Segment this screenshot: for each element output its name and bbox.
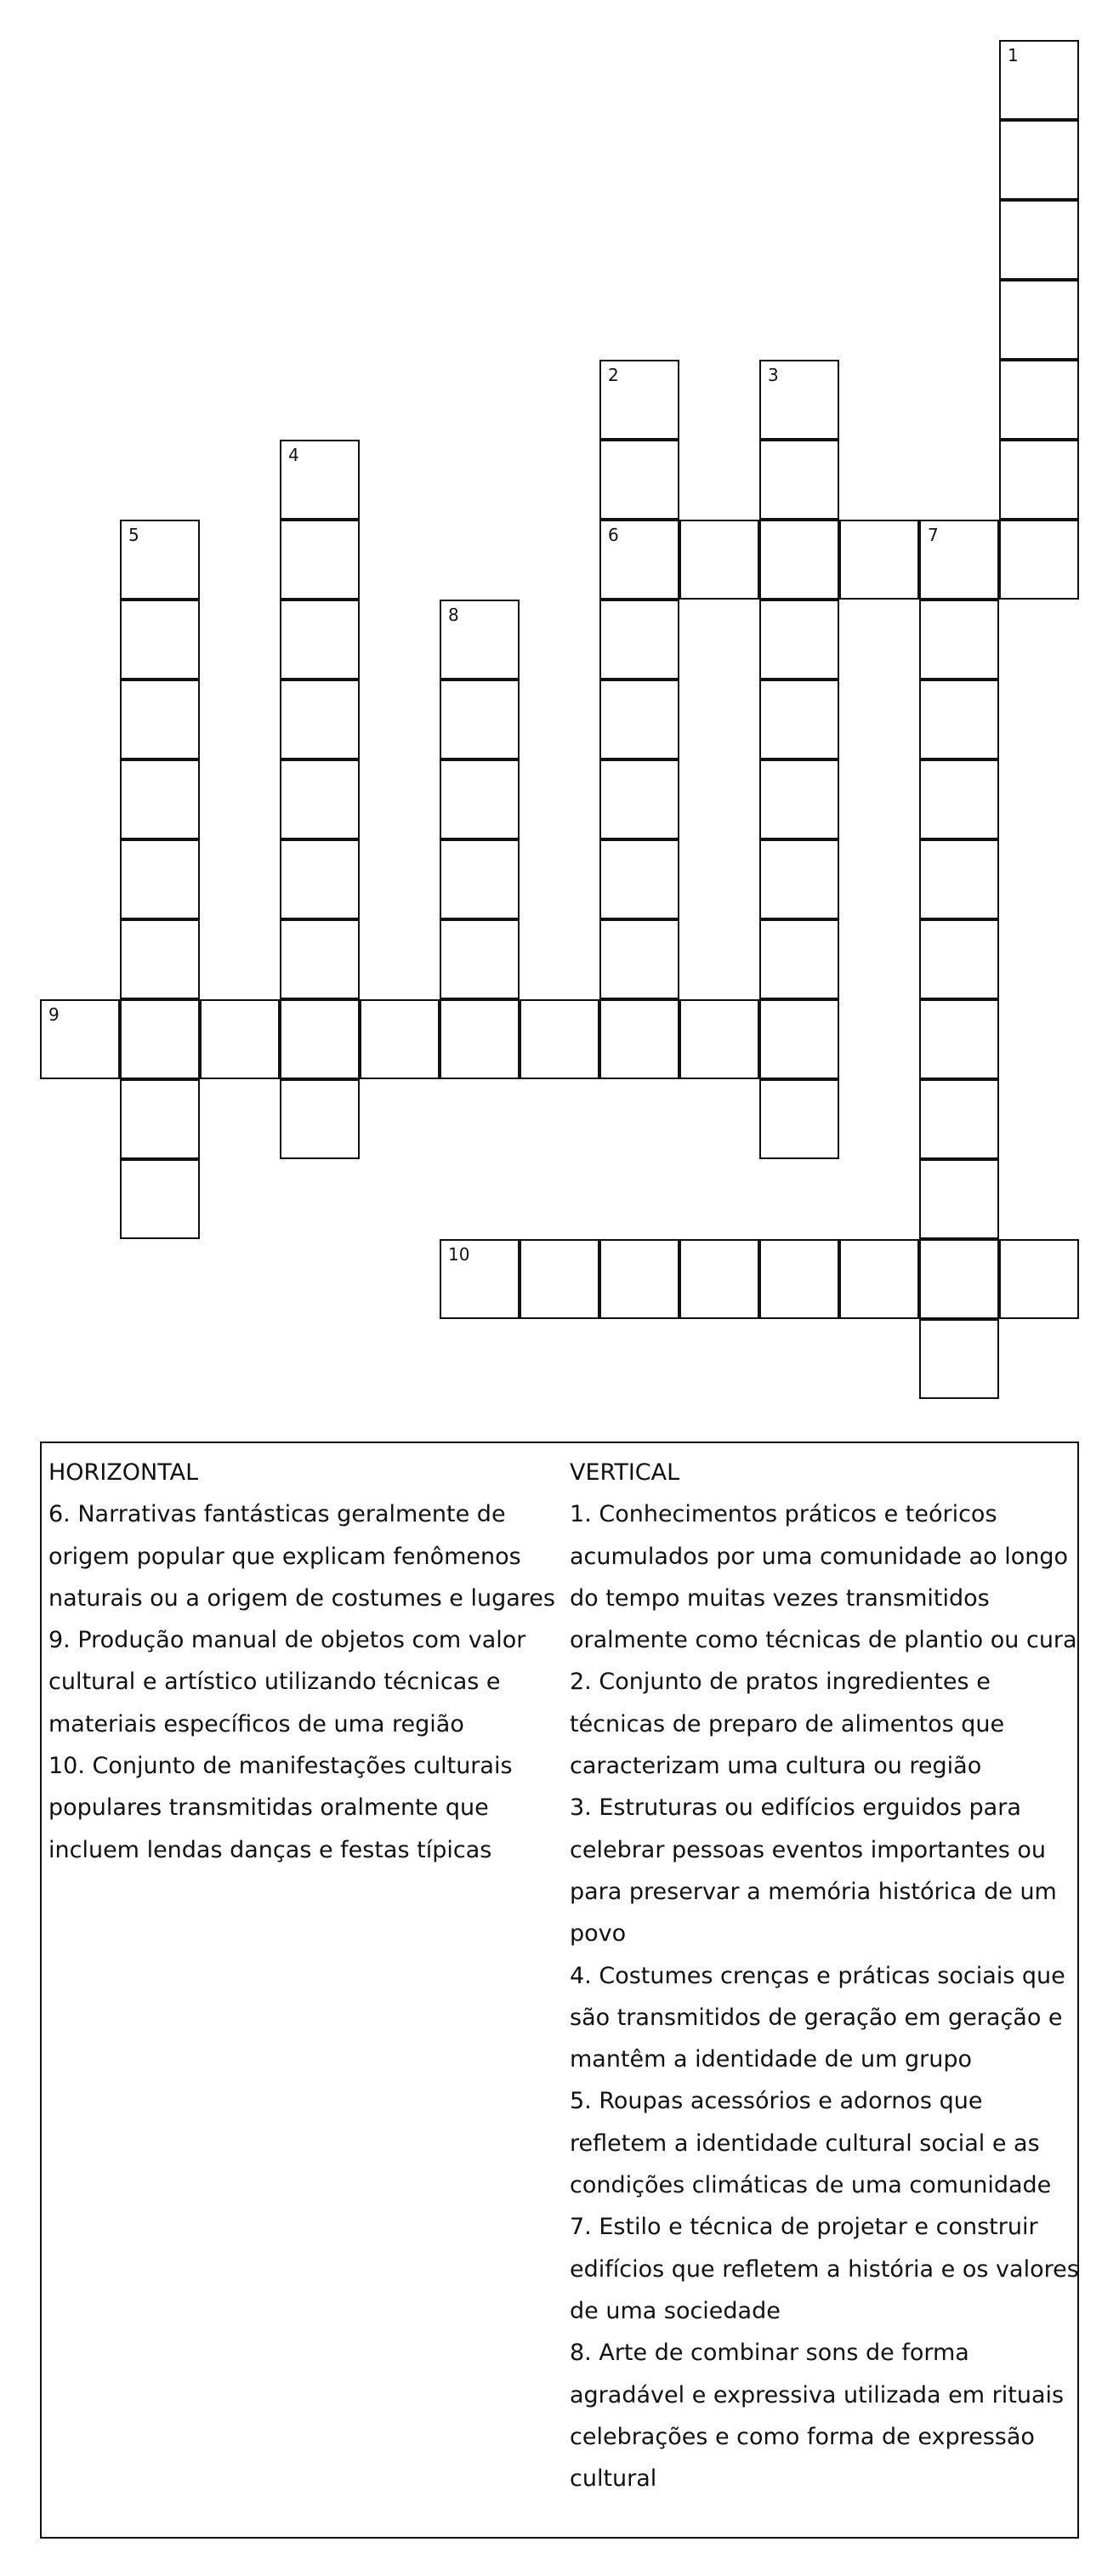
clue-number: 7 xyxy=(928,525,939,545)
grid-cell[interactable] xyxy=(599,440,679,520)
grid-cell[interactable] xyxy=(40,999,120,1079)
grid-cell[interactable] xyxy=(679,1239,759,1319)
clue-number: 1 xyxy=(1008,45,1019,65)
grid-cell[interactable] xyxy=(440,1239,520,1319)
grid-cell[interactable] xyxy=(919,1159,999,1239)
clue-horizontal-10: 10. Conjunto de manifestações culturais populares transmitidas oralmente que incluem lendas danças e festas típicas xyxy=(48,1753,513,1863)
grid-cell[interactable] xyxy=(280,440,360,520)
grid-cell[interactable] xyxy=(919,839,999,919)
clues-box xyxy=(40,1442,1079,2539)
grid-cell[interactable] xyxy=(759,1239,839,1319)
clue-number: 8 xyxy=(448,605,459,625)
grid-cell[interactable] xyxy=(919,1319,999,1399)
grid-cell[interactable] xyxy=(919,600,999,680)
grid-cell[interactable] xyxy=(999,120,1079,200)
grid-cell[interactable] xyxy=(599,600,679,680)
grid-cell[interactable] xyxy=(440,680,520,759)
grid-cell[interactable] xyxy=(120,839,200,919)
grid-cell[interactable] xyxy=(759,440,839,520)
grid-cell[interactable] xyxy=(599,999,679,1079)
grid-cell[interactable] xyxy=(999,1239,1079,1319)
clue-number: 5 xyxy=(128,525,139,545)
grid-cell[interactable] xyxy=(440,919,520,999)
clue-number: 10 xyxy=(448,1244,470,1265)
clue-number: 6 xyxy=(608,525,619,545)
grid-cell[interactable] xyxy=(999,520,1079,600)
grid-cell[interactable] xyxy=(759,680,839,759)
grid-cell[interactable] xyxy=(919,520,999,600)
grid-cell[interactable] xyxy=(759,520,839,600)
grid-cell[interactable] xyxy=(120,680,200,759)
grid-cell[interactable] xyxy=(999,440,1079,520)
grid-cell[interactable] xyxy=(599,360,679,440)
horizontal-clues-column xyxy=(48,1452,567,1871)
grid-cell[interactable] xyxy=(440,759,520,839)
grid-cell[interactable] xyxy=(120,759,200,839)
grid-cell[interactable] xyxy=(759,839,839,919)
grid-cell[interactable] xyxy=(679,999,759,1079)
grid-cell[interactable] xyxy=(120,1159,200,1239)
grid-cell[interactable] xyxy=(759,360,839,440)
grid-cell[interactable] xyxy=(120,999,200,1079)
grid-cell[interactable] xyxy=(759,919,839,999)
grid-cell[interactable] xyxy=(999,360,1079,440)
grid-cell[interactable] xyxy=(520,999,599,1079)
grid-cell[interactable] xyxy=(120,919,200,999)
grid-cell[interactable] xyxy=(440,999,520,1079)
clue-number: 9 xyxy=(48,1004,60,1025)
grid-cell[interactable] xyxy=(120,520,200,600)
vertical-heading: VERTICAL xyxy=(570,1459,680,1486)
clue-vertical-1: 1. Conhecimentos práticos e teóricos acumulados por uma comunidade ao longo do tempo muitas vezes transmitidos oralmente como técnicas de plantio ou cura xyxy=(570,1501,1077,1654)
grid-cell[interactable] xyxy=(759,1079,839,1159)
grid-cell[interactable] xyxy=(120,600,200,680)
clue-horizontal-9: 9. Produção manual de objetos com valor cultural e artístico utilizando técnicas e materiais específicos de uma região xyxy=(48,1627,526,1737)
grid-cell[interactable] xyxy=(440,839,520,919)
grid-cell[interactable] xyxy=(280,759,360,839)
grid-cell[interactable] xyxy=(999,40,1079,120)
grid-cell[interactable] xyxy=(759,999,839,1079)
grid-cell[interactable] xyxy=(919,919,999,999)
grid-cell[interactable] xyxy=(280,680,360,759)
grid-cell[interactable] xyxy=(280,1079,360,1159)
grid-cell[interactable] xyxy=(360,999,440,1079)
grid-cell[interactable] xyxy=(599,919,679,999)
grid-cell[interactable] xyxy=(759,600,839,680)
grid-cell[interactable] xyxy=(839,1239,919,1319)
clue-vertical-2: 2. Conjunto de pratos ingredientes e técnicas de preparo de alimentos que caracterizam uma cultura ou região xyxy=(570,1669,1005,1780)
grid-cell[interactable] xyxy=(919,1239,999,1319)
clue-vertical-5: 5. Roupas acessórios e adornos que refletem a identidade cultural social e as condições climáticas de uma comunidade xyxy=(570,2088,1052,2199)
clue-vertical-8: 8. Arte de combinar sons de forma agradável e expressiva utilizada em rituais celebrações e como forma de expressão cultural xyxy=(570,2340,1065,2493)
grid-cell[interactable] xyxy=(679,520,759,600)
grid-cell[interactable] xyxy=(120,1079,200,1159)
grid-cell[interactable] xyxy=(599,759,679,839)
clue-vertical-4: 4. Costumes crenças e práticas sociais que são transmitidos de geração em geração e mantêm a identidade de um grupo xyxy=(570,1962,1065,2073)
grid-cell[interactable] xyxy=(919,999,999,1079)
grid-cell[interactable] xyxy=(759,759,839,839)
grid-cell[interactable] xyxy=(520,1239,599,1319)
clue-vertical-3: 3. Estruturas ou edifícios erguidos para celebrar pessoas eventos importantes ou para preservar a memória histórica de um povo xyxy=(570,1794,1057,1948)
grid-cell[interactable] xyxy=(599,520,679,600)
grid-cell[interactable] xyxy=(200,999,280,1079)
vertical-clues-column xyxy=(570,1452,1080,2499)
horizontal-heading: HORIZONTAL xyxy=(48,1459,199,1486)
grid-cell[interactable] xyxy=(599,680,679,759)
grid-cell[interactable] xyxy=(919,680,999,759)
grid-cell[interactable] xyxy=(599,839,679,919)
clue-number: 4 xyxy=(288,445,299,465)
grid-cell[interactable] xyxy=(999,200,1079,280)
grid-cell[interactable] xyxy=(919,1079,999,1159)
grid-cell[interactable] xyxy=(280,839,360,919)
clue-number: 2 xyxy=(608,365,619,385)
clue-number: 3 xyxy=(768,365,779,385)
grid-cell[interactable] xyxy=(919,759,999,839)
grid-cell[interactable] xyxy=(280,919,360,999)
grid-cell[interactable] xyxy=(999,280,1079,360)
grid-cell[interactable] xyxy=(440,600,520,680)
clue-vertical-7: 7. Estilo e técnica de projetar e construir edifícios que refletem a história e os valores de uma sociedade xyxy=(570,2214,1079,2324)
grid-cell[interactable] xyxy=(599,1239,679,1319)
grid-cell[interactable] xyxy=(280,600,360,680)
grid-cell[interactable] xyxy=(839,520,919,600)
clue-horizontal-6: 6. Narrativas fantásticas geralmente de origem popular que explicam fenômenos naturais ou a origem de costumes e lugares xyxy=(48,1501,555,1612)
grid-cell[interactable] xyxy=(280,520,360,600)
grid-cell[interactable] xyxy=(280,999,360,1079)
